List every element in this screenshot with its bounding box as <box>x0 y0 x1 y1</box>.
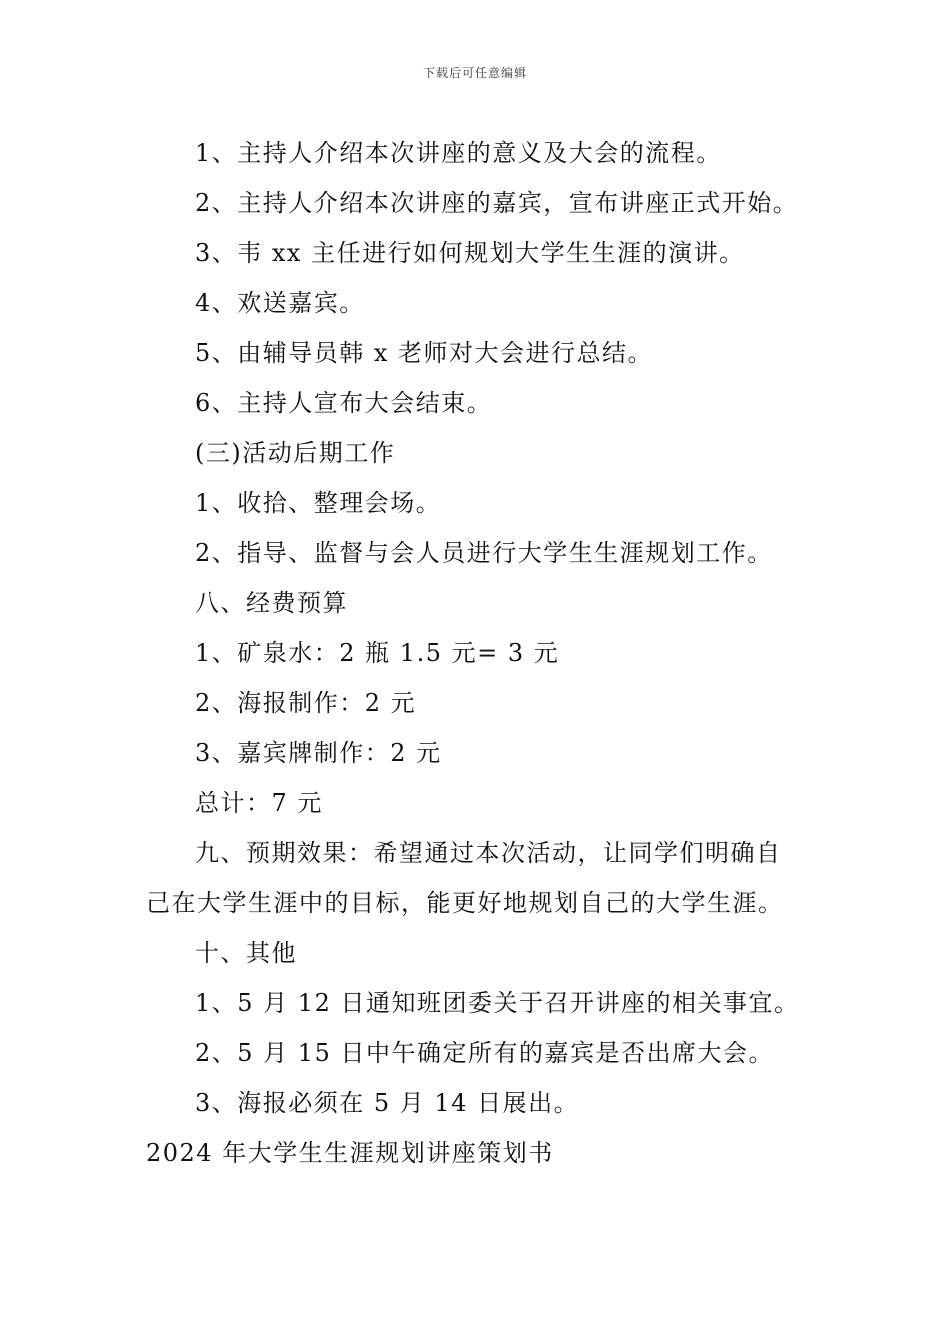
text-line: 5、由辅导员韩 x 老师对大会进行总结。 <box>195 339 654 367</box>
text-line: 3、海报必须在 5 月 14 日展出。 <box>195 1089 580 1117</box>
page-header-note: 下载后可任意编辑 <box>422 66 527 80</box>
text-line: 1、收拾、整理会场。 <box>195 489 442 517</box>
budget-item: 3、嘉宾牌制作：2 元 <box>195 739 442 767</box>
budget-total: 总计：7 元 <box>195 789 323 817</box>
text-line: 6、主持人宣布大会结束。 <box>195 389 493 417</box>
document-title: 2024 年大学生生涯规划讲座策划书 <box>146 1139 554 1167</box>
text-line: 1、主持人介绍本次讲座的意义及大会的流程。 <box>195 139 722 167</box>
section-heading: 十、其他 <box>195 939 297 967</box>
text-line: 2、5 月 15 日中午确定所有的嘉宾是否出席大会。 <box>195 1039 774 1067</box>
text-line: 4、欢送嘉宾。 <box>195 289 365 317</box>
section-heading: 八、经费预算 <box>195 589 348 617</box>
text-line: 2、指导、监督与会人员进行大学生生涯规划工作。 <box>195 539 773 567</box>
text-line: 1、5 月 12 日通知班团委关于召开讲座的相关事宜。 <box>195 989 800 1017</box>
budget-item: 1、矿泉水：2 瓶 1.5 元= 3 元 <box>195 639 560 667</box>
section-heading: (三)活动后期工作 <box>195 439 396 467</box>
budget-item: 2、海报制作：2 元 <box>195 689 417 717</box>
text-line: 2、主持人介绍本次讲座的嘉宾，宣布讲座正式开始。 <box>195 189 799 217</box>
text-line: 己在大学生涯中的目标，能更好地规划自己的大学生涯。 <box>146 889 784 917</box>
section-heading: 九、预期效果：希望通过本次活动，让同学们明确自 <box>195 839 782 867</box>
document-body <box>146 128 826 1178</box>
text-line: 3、韦 xx 主任进行如何规划大学生生涯的演讲。 <box>195 239 745 267</box>
